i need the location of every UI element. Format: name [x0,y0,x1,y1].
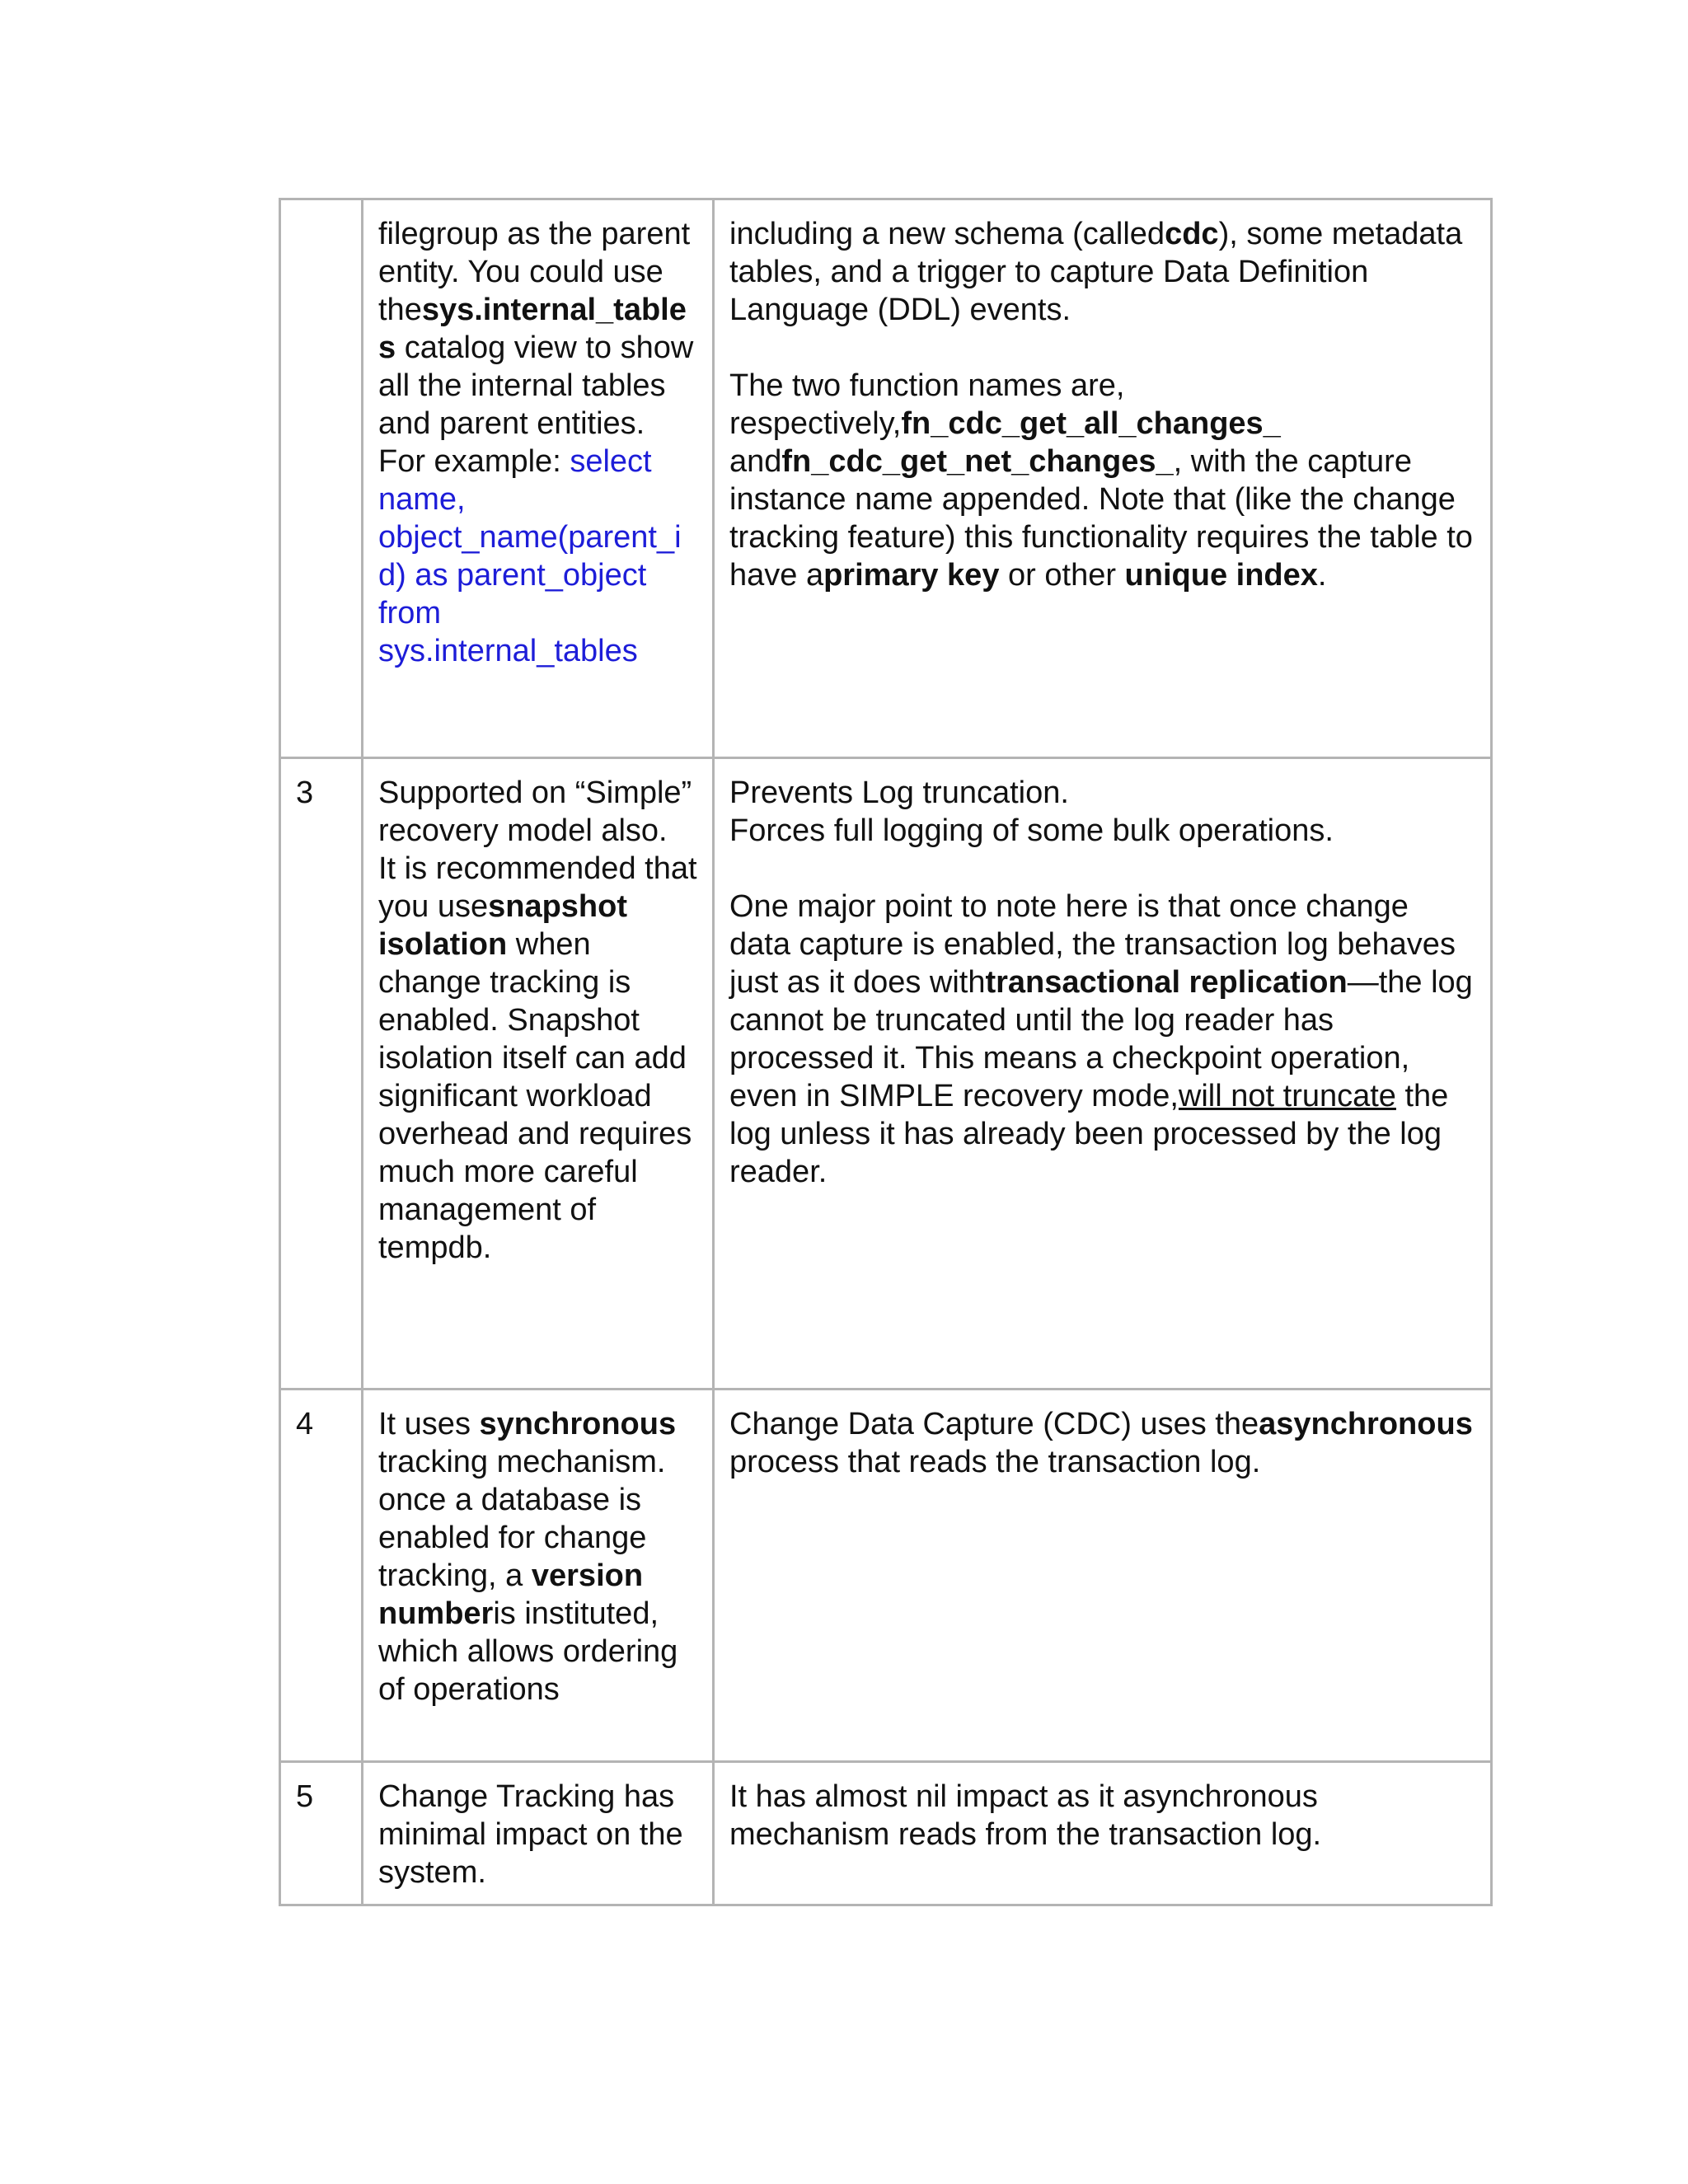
table-row [280,1390,1492,1762]
change-tracking-cell [363,199,714,758]
bold-term: cdc [1165,217,1219,251]
change-tracking-cell [363,758,714,1390]
bold-term: sys.internal_tables [378,293,687,365]
cell-text: It is recommended that you use [378,851,697,924]
cell-paragraph [378,850,697,1267]
cdc-cell [714,199,1492,758]
code-example: select name, object_name(parent_id) as parent_object from sys.internal_tables [378,444,682,668]
cell-text: process that reads the transaction log. [729,1445,1261,1479]
bold-term: snapshot isolation [378,889,627,962]
cdc-cell [714,1390,1492,1762]
cdc-cell: It has almost nil impact as it asynchronous mechanism reads from the transaction log. [714,1762,1492,1905]
cell-text: ), some metadata tables, and a trigger to capture Data Definition Language (DDL) events. [729,217,1463,327]
cell-text: catalog view to show all the internal tables and parent entities. For example: [378,330,694,479]
cell-text: Change Data Capture (CDC) uses the [729,1407,1259,1441]
cell-text: The two function names are, respectively, [729,368,1125,441]
bold-term: fn_cdc_get_all_changes_ [901,406,1281,441]
cell-line: Prevents Log truncation. [729,776,1069,810]
cell-text: . [1317,558,1327,593]
underlined-text: will not truncate [1178,1079,1396,1113]
cell-text: including a new schema (called [729,217,1165,251]
bold-term: primary key [823,558,1000,593]
row-number-cell: 4 [280,1390,363,1762]
bold-term: unique index [1124,558,1318,593]
cell-text: filegroup as the parent entity. You could use the [378,217,691,327]
cell-paragraph [729,215,1475,329]
cell-text: or other [999,558,1125,593]
table-row [280,758,1492,1390]
cell-paragraph [729,367,1475,594]
change-tracking-cell: Change Tracking has minimal impact on the system. [363,1762,714,1905]
cell-text: It uses [378,1407,480,1441]
row-number-cell: 3 [280,758,363,1390]
cell-paragraph: Supported on “Simple” recovery model also. [378,776,692,848]
bold-term: fn_cdc_get_net_changes_ [781,444,1174,479]
cell-text: One major point to note here is that once change data capture is enabled, the transaction log behaves just as it does with [729,889,1456,1000]
table-row [280,199,1492,758]
row-number-cell: 5 [280,1762,363,1905]
change-tracking-cell [363,1390,714,1762]
row-number-cell [280,199,363,758]
bold-term: version number [378,1558,644,1631]
cell-text: the log unless it has already been processed by the log reader. [729,1079,1449,1189]
bold-term: synchronous [479,1407,677,1441]
cell-text: —the log cannot be truncated until the log reader has processed it. This means a checkpoint operation, even in SIMPLE recovery mode, [729,965,1473,1113]
cell-line: Forces full logging of some bulk operations. [729,813,1334,848]
cell-text: is instituted, which allows ordering of operations [378,1596,678,1707]
cell-text: , with the capture instance name appended. Note that (like the change tracking feature) this functionality requires the table to have a [729,444,1473,593]
cell-paragraph [729,888,1475,1191]
bold-term: asynchronous [1259,1407,1473,1441]
comparison-table [279,198,1493,1906]
cell-text: when change tracking is enabled. Snapshot isolation itself can add significant workload overhead and requires much more careful management of tempdb. [378,927,692,1265]
cell-text: and [729,444,782,479]
bold-term: transactional replication [985,965,1348,1000]
cell-text: tracking mechanism. once a database is enabled for change tracking, a [378,1445,666,1593]
table-row [280,1762,1492,1905]
cdc-cell [714,758,1492,1390]
